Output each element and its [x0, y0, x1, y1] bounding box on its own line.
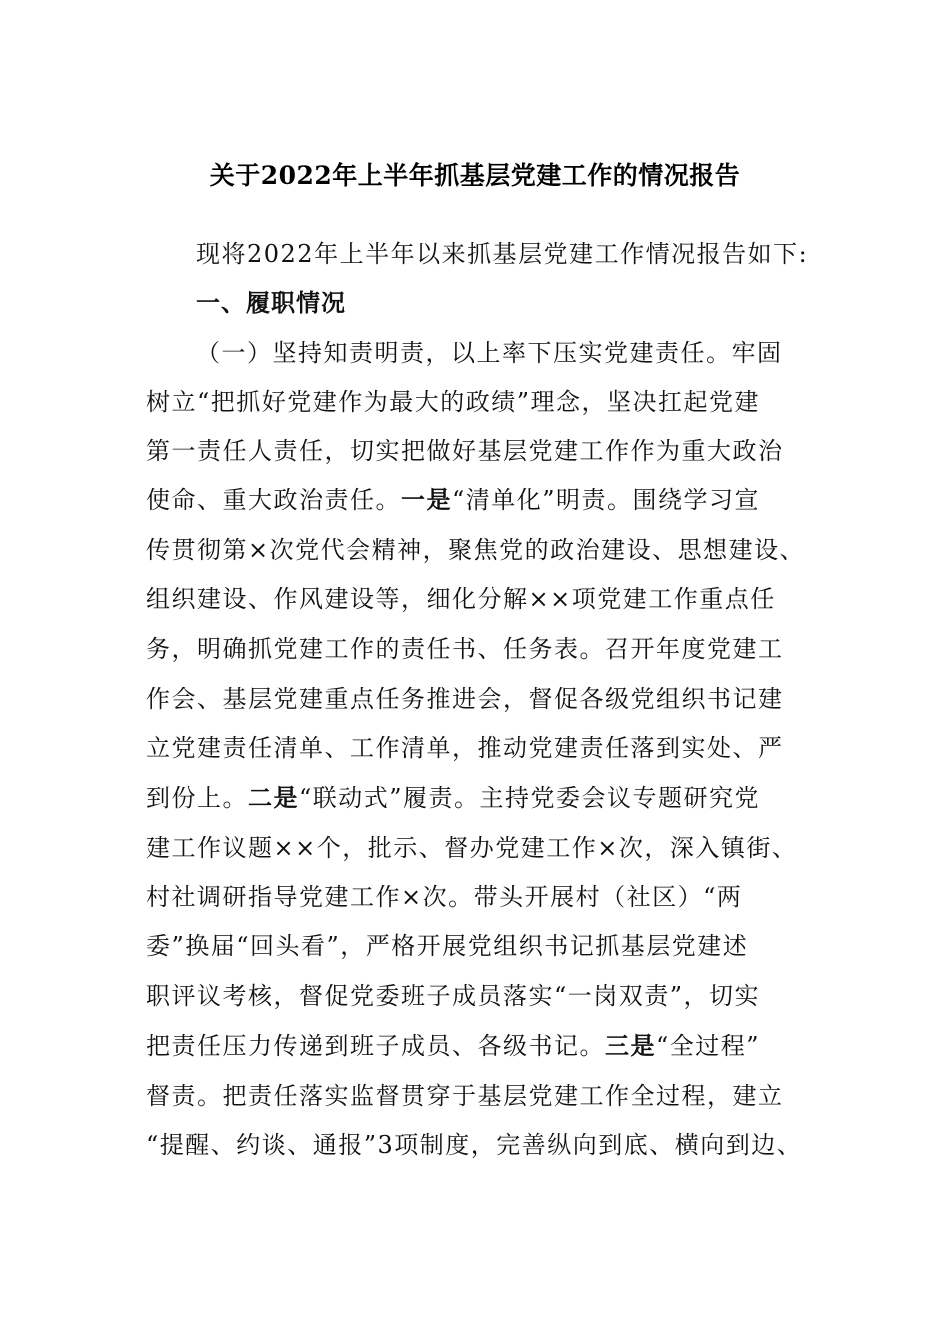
line-text: 把责任压力传递到班子成员、各级书记。	[146, 1032, 605, 1060]
section-heading: 一、履职情况	[196, 289, 346, 317]
body-line: 作会、基层党建重点任务推进会，督促各级党组织书记建	[146, 685, 784, 713]
body-line: 建工作议题××个，批示、督办党建工作×次，深入镇街、	[146, 834, 798, 862]
line-text: “联动式”履责。主持党委会议专题研究党	[299, 784, 761, 812]
bold-marker: 一是	[401, 486, 452, 514]
body-line: 村社调研指导党建工作×次。带头开展村（社区）“两	[146, 883, 743, 911]
body-line: 督责。把责任落实监督贯穿于基层党建工作全过程，建立	[146, 1082, 784, 1110]
body-line: “提醒、约谈、通报”3项制度，完善纵向到底、横向到边、	[146, 1131, 803, 1159]
bold-marker: 二是	[248, 784, 299, 812]
body-line: 第一责任人责任，切实把做好基层党建工作作为重大政治	[146, 437, 784, 465]
line-text: “全过程”	[656, 1032, 761, 1060]
body-line	[146, 484, 760, 516]
line-text: 使命、重大政治责任。	[146, 486, 401, 514]
line-text: 到份上。	[146, 784, 248, 812]
intro-paragraph: 现将2022年上半年以来抓基层党建工作情况报告如下:	[196, 240, 809, 268]
body-line: 职评议考核，督促党委班子成员落实“一岗双责”，切实	[146, 982, 761, 1010]
document-title: 关于2022年上半年抓基层党建工作的情况报告	[209, 161, 741, 190]
body-line: （一）坚持知责明责，以上率下压实党建责任。牢固	[196, 339, 783, 367]
body-line	[146, 782, 760, 814]
body-line: 委”换届“回头看”，严格开展党组织书记抓基层党建述	[146, 932, 749, 960]
bold-marker: 三是	[605, 1032, 656, 1060]
line-text: “清单化”明责。围绕学习宣	[452, 486, 761, 514]
body-line: 务，明确抓党建工作的责任书、任务表。召开年度党建工	[146, 635, 784, 663]
body-line: 立党建责任清单、工作清单，推动党建责任落到实处、严	[146, 734, 784, 762]
body-line: 传贯彻第×次党代会精神，聚焦党的政治建设、思想建设、	[146, 536, 806, 564]
body-line: 树立“把抓好党建作为最大的政绩”理念，坚决扛起党建	[146, 388, 761, 416]
body-line	[146, 1030, 760, 1062]
body-line: 组织建设、作风建设等，细化分解××项党建工作重点任	[146, 585, 776, 613]
